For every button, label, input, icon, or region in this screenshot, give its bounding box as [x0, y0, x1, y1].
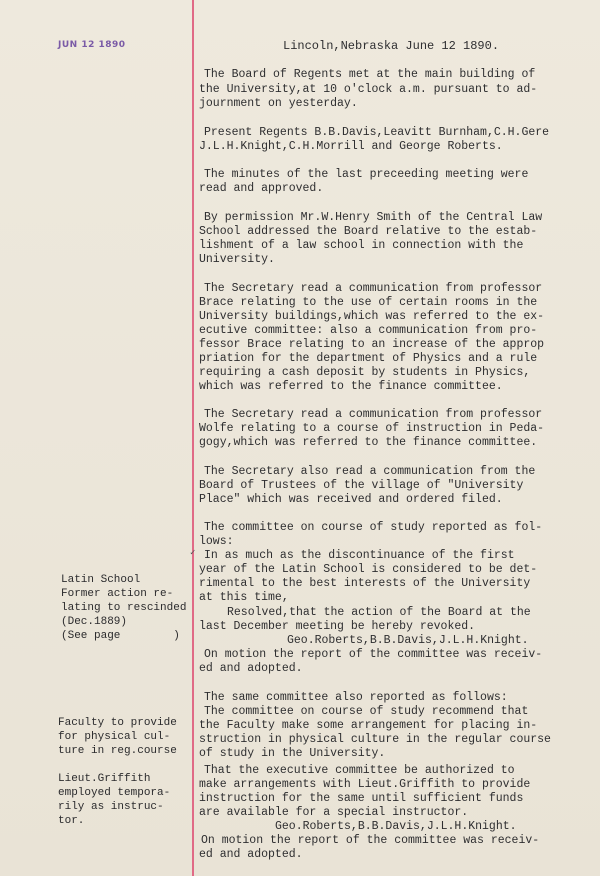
body-line: rimental to the best interests of the University	[199, 577, 531, 590]
margin-note: ture in reg.course	[58, 745, 177, 757]
body-line: J.L.H.Knight,C.H.Morrill and George Roberts.	[199, 140, 503, 153]
body-line: gogy,which was referred to the finance committee.	[199, 436, 538, 449]
margin-note: Faculty to provide	[58, 717, 177, 729]
body-line: Present Regents B.B.Davis,Leavitt Burnham,C.H.Gere	[204, 126, 550, 139]
body-line: ecutive committee: also a communication from pro-	[199, 324, 538, 337]
body-line: Resolved,that the action of the Board at the	[227, 606, 531, 619]
body-line: the University,at 10 o'clock a.m. pursuant to ad-	[199, 83, 538, 96]
margin-note: lating to rescinded	[61, 602, 187, 614]
margin-note: rily as instruc-	[58, 801, 164, 813]
body-line: journment on yesterday.	[199, 97, 358, 110]
body-line: at this time,	[199, 591, 289, 604]
body-line: Geo.Roberts,B.B.Davis,J.L.H.Knight.	[287, 634, 529, 647]
body-line: On motion the report of the committee was receiv-	[204, 648, 543, 661]
body-line: ed and adopted.	[199, 662, 303, 675]
body-line: The Board of Regents met at the main building of	[204, 68, 536, 81]
body-line: That the executive committee be authorized to	[204, 764, 515, 777]
date-stamp: JUN 12 1890	[58, 40, 126, 50]
body-line: lishment of a law school in connection with the	[199, 239, 524, 252]
margin-note: Lieut.Griffith	[58, 773, 151, 785]
margin-note: (Dec.1889)	[61, 616, 128, 628]
body-line: Place" which was received and ordered filed.	[199, 493, 503, 506]
body-line: year of the Latin School is considered to be det-	[199, 563, 538, 576]
margin-rule	[192, 0, 194, 876]
body-line: priation for the department of Physics and a rule	[199, 352, 538, 365]
body-line: By permission Mr.W.Henry Smith of the Central Law	[204, 211, 543, 224]
margin-note: employed tempora-	[58, 787, 171, 799]
margin-note: for physical cul-	[58, 731, 171, 743]
body-line: The committee on course of study reported as fol-	[204, 521, 543, 534]
margin-note: Former action re-	[61, 588, 174, 600]
body-line: Wolfe relating to a course of instruction in Peda-	[199, 422, 545, 435]
body-line: University buildings,which was referred to the ex-	[199, 310, 545, 323]
body-line: The Secretary read a communication from professor	[204, 282, 543, 295]
body-line: are available for a special instructor.	[199, 806, 469, 819]
body-line: of study in the University.	[199, 747, 386, 760]
body-line: Geo.Roberts,B.B.Davis,J.L.H.Knight.	[275, 820, 517, 833]
body-line: instruction for the same until sufficient funds	[199, 792, 524, 805]
body-line: The committee on course of study recommend that	[204, 705, 529, 718]
body-line: On motion the report of the committee was receiv-	[201, 834, 540, 847]
body-line: requiring a cash deposit by students in Physics,	[199, 366, 531, 379]
body-line: School addressed the Board relative to the estab-	[199, 225, 538, 238]
margin-note: tor.	[58, 815, 85, 827]
body-line: University.	[199, 253, 275, 266]
body-line: The same committee also reported as follows:	[204, 691, 508, 704]
body-line: The minutes of the last preceeding meeting were	[204, 168, 529, 181]
body-line: Brace relating to the use of certain rooms in the	[199, 296, 538, 309]
body-line: read and approved.	[199, 182, 324, 195]
body-line: In as much as the discontinuance of the first	[204, 549, 515, 562]
body-line: fessor Brace relating to an increase of the approp	[199, 338, 545, 351]
body-line: lows:	[199, 535, 234, 548]
body-line: last December meeting be hereby revoked.	[199, 620, 476, 633]
body-line: The Secretary read a communication from professor	[204, 408, 543, 421]
body-line: the Faculty make some arrangement for placing in-	[199, 719, 538, 732]
body-line: make arrangements with Lieut.Griffith to provide	[199, 778, 531, 791]
tick-mark: ✓	[190, 548, 196, 558]
page-heading: Lincoln,Nebraska June 12 1890.	[283, 39, 500, 53]
body-line: struction in physical culture in the regular course	[199, 733, 551, 746]
body-line: ed and adopted.	[199, 848, 303, 861]
body-line: which was referred to the finance committee.	[199, 380, 503, 393]
body-line: Board of Trustees of the village of "University	[199, 479, 524, 492]
margin-note: Latin School	[61, 574, 141, 586]
margin-note: (See page )	[61, 630, 180, 642]
body-line: The Secretary also read a communication from the	[204, 465, 536, 478]
